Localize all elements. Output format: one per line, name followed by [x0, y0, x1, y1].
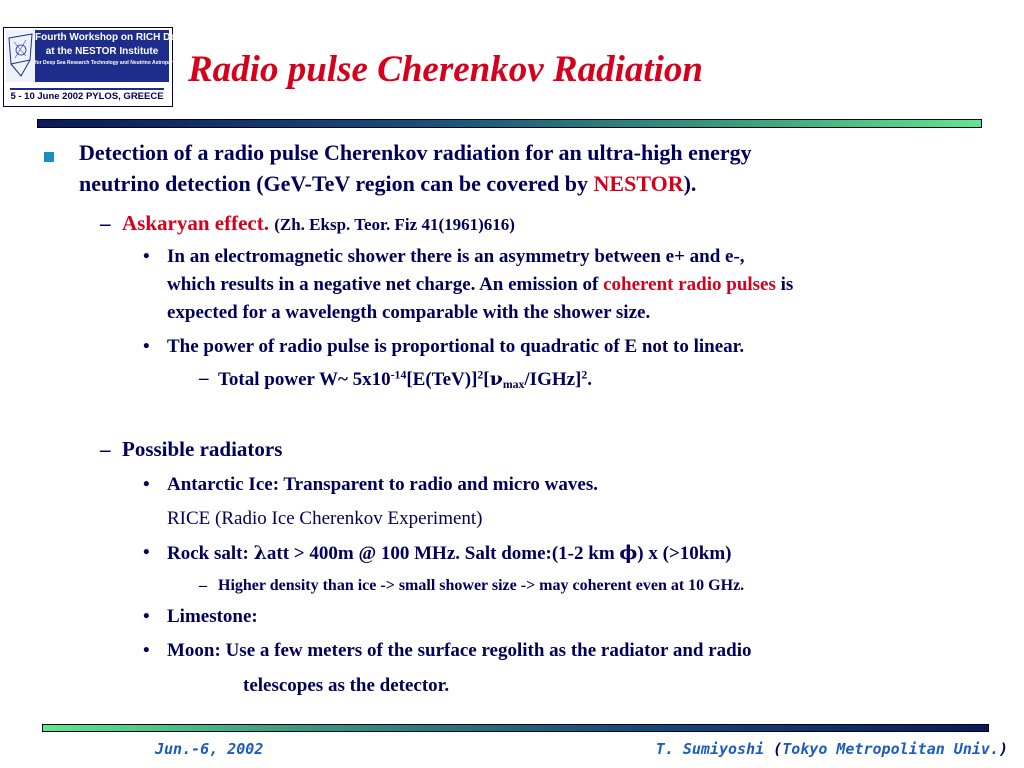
- askaryan-reference: (Zh. Eksp. Teor. Fiz 41(1961)616): [274, 215, 515, 234]
- dash-bullet-icon: –: [199, 368, 209, 389]
- workshop-logo: [3, 27, 210, 107]
- dot-bullet-icon: •: [143, 474, 150, 495]
- formula-part: [: [483, 369, 490, 390]
- density-line: Higher density than ice -> small shower size -> may coherent even at 10 GHz.: [218, 577, 745, 594]
- rock-salt-text: Rock salt:: [167, 543, 254, 564]
- moon-line-2: telescopes as the detector.: [243, 675, 450, 696]
- slide-title: Radio pulse Cherenkov Radiation: [188, 49, 703, 90]
- dot-bullet-icon: •: [143, 542, 150, 563]
- main-point-text: neutrino detection (GeV-TeV region can be covered by: [79, 171, 594, 196]
- dash-bullet-icon: –: [100, 437, 111, 461]
- footer-paren: (: [764, 740, 783, 758]
- radiators-heading: Possible radiators: [122, 437, 283, 461]
- lambda-symbol: λ: [253, 542, 267, 564]
- logo-date: 5 - 10 June 2002 PYLOS, GREECE: [10, 88, 164, 104]
- formula-exponent: 2: [581, 368, 588, 382]
- logo-banner: [35, 30, 210, 82]
- dot-bullet-icon: •: [143, 640, 150, 661]
- bottom-divider-bar: [42, 724, 989, 732]
- logo-line-1: Fourth Workshop on RICH Detectors: [35, 32, 210, 43]
- main-point-line-1: Detection of a radio pulse Cherenkov radiation for an ultra-high energy: [79, 140, 752, 165]
- formula-part: [E(TeV)]: [406, 369, 478, 390]
- askaryan-heading: Askaryan effect.: [122, 211, 269, 235]
- footer-paren: ): [998, 740, 1008, 758]
- formula-part: /IGHz]: [524, 369, 582, 390]
- limestone-line: Limestone:: [167, 606, 258, 627]
- detector-graphic-icon: [6, 30, 36, 82]
- power-line: The power of radio pulse is proportional to quadratic of E not to linear.: [167, 336, 745, 357]
- formula-subscript: max: [502, 377, 525, 391]
- dot-bullet-icon: •: [143, 246, 150, 267]
- nestor-highlight: NESTOR: [593, 171, 684, 196]
- coherent-highlight: coherent radio pulses: [603, 274, 776, 295]
- formula-exponent: 2: [477, 368, 484, 382]
- logo-line-2: at the NESTOR Institute: [45, 46, 159, 57]
- formula-line: [218, 368, 592, 391]
- formula-part: .: [587, 369, 593, 390]
- asymmetry-line-2: [167, 274, 793, 296]
- author-name: T. Sumiyoshi: [655, 740, 765, 758]
- rock-salt-line: [167, 542, 732, 565]
- main-point-end: ).: [683, 171, 697, 196]
- moon-line-1: Moon: Use a few meters of the surface regolith as the radiator and radio: [167, 640, 752, 661]
- footer-author: [656, 740, 1008, 758]
- square-bullet-icon: [44, 152, 54, 162]
- dash-bullet-icon: –: [100, 211, 111, 235]
- author-affiliation: Tokyo Metropolitan Univ.: [782, 740, 999, 758]
- footer-date: Jun.-6, 2002: [155, 740, 264, 758]
- formula-part: Total power W~ 5x10: [218, 369, 391, 390]
- asymmetry-line-3: expected for a wavelength comparable with the shower size.: [167, 302, 651, 323]
- dot-bullet-icon: •: [143, 606, 150, 627]
- rice-line: RICE (Radio Ice Cherenkov Experiment): [167, 508, 483, 529]
- rock-salt-text: att > 400m @ 100 MHz. Salt dome:(1-2 km: [266, 543, 620, 564]
- phi-symbol: ϕ: [619, 542, 638, 564]
- main-point-line-2: [79, 171, 696, 197]
- dash-bullet-icon: –: [199, 577, 207, 594]
- logo-line-3: for Deep Sea Research Technology and Neutrino Astroparticle Physics: [35, 60, 204, 66]
- rock-salt-text: ) x (>10km): [637, 543, 732, 564]
- top-divider-bar: [37, 119, 982, 128]
- asymmetry-end: is: [775, 274, 794, 295]
- dot-bullet-icon: •: [143, 336, 150, 357]
- asymmetry-line-1: In an electromagnetic shower there is an asymmetry between e+ and e-,: [167, 246, 745, 267]
- formula-exponent: -14: [390, 368, 407, 382]
- askaryan-line: [122, 211, 515, 236]
- antarctic-ice-line: Antarctic Ice: Transparent to radio and micro waves.: [167, 474, 598, 495]
- asymmetry-text: which results in a negative net charge. An emission of: [167, 274, 604, 295]
- nu-symbol: ν: [489, 368, 503, 390]
